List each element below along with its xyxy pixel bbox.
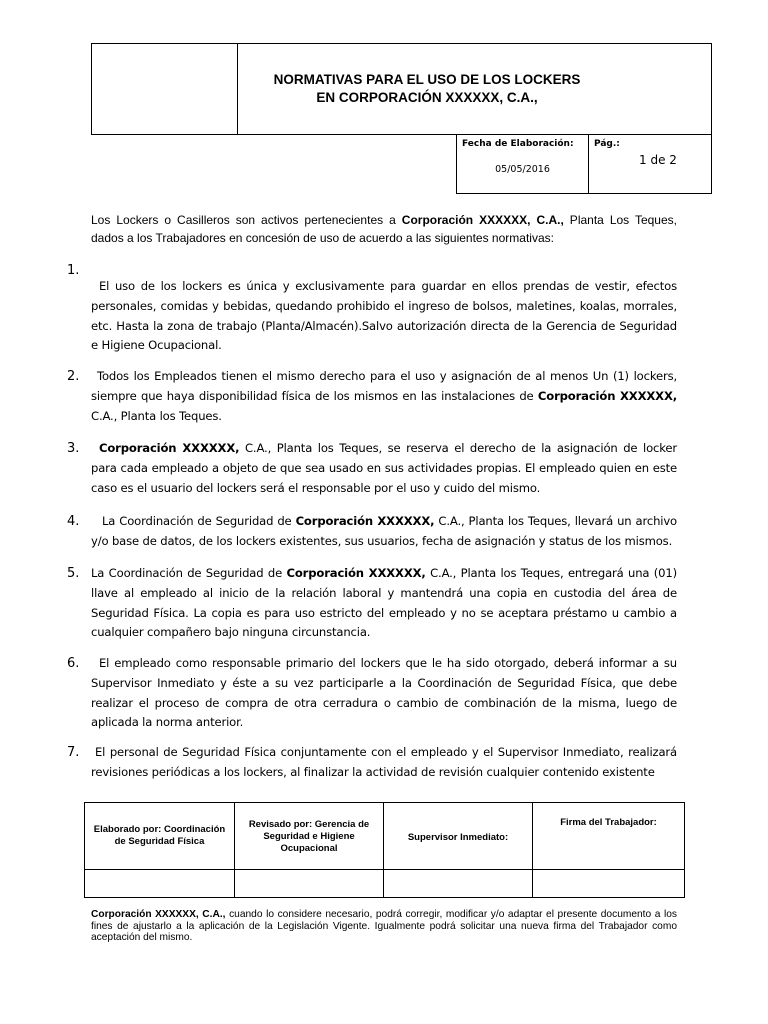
page-number: 1 de 2 xyxy=(639,153,677,167)
date-label: Fecha de Elaboración: xyxy=(462,139,574,149)
footer-text: cuando lo considere necesario, podrá corregir, modificar y/o adaptar el presente documento a los fines de ajustarlo a la aplicación de la Legislación Vigente. Igualmente podrá solicitar una nueva firma del Trabajador como aceptación del mismo. xyxy=(91,909,677,943)
item-text-end: C.A., Planta los Teques, se reserva el derecho de la asignación de locker para cada empleado a objeto de que sea usado en sus actividades propias. El empleado quien en este caso es el usuario del lockers será el responsable por el uso y cuido del mismo. xyxy=(91,441,677,495)
item-company: Corporación XXXXXX, xyxy=(295,514,435,528)
item-company: Corporación XXXXXX, xyxy=(99,441,240,455)
date-cell xyxy=(457,135,589,193)
item-number: 4. xyxy=(67,514,80,529)
item-text-end: C.A., Planta los Teques, entregará una (01) llave al empleado al inicio de la relación laboral y mantendrá una copia en custodia del área de Seguridad Física. La copia es para uso estricto del empleado y no se aceptara préstamo u cambio a cualquier compañero bajo ninguna circunstancia. xyxy=(91,566,677,640)
supervisor-cell: Supervisor Inmediato: xyxy=(384,803,533,870)
item-company: Corporación XXXXXX, xyxy=(286,566,426,580)
elaborado-cell: Elaborado por: Coordinación de Seguridad Física xyxy=(85,803,235,870)
intro-plant: Planta Los Teques xyxy=(563,213,674,227)
signature-blank xyxy=(85,870,235,897)
revisado-cell: Revisado por: Gerencia de Seguridad e Higiene Ocupacional xyxy=(235,803,384,870)
header-meta xyxy=(456,134,712,194)
firma-cell: Firma del Trabajador: xyxy=(533,803,684,870)
item-number: 5. xyxy=(67,566,80,581)
signature-table xyxy=(84,802,685,898)
title-line-2: EN CORPORACIÓN XXXXXX, C.A., xyxy=(316,90,538,105)
intro-text: Los Lockers o Casilleros son activos pertenecientes a xyxy=(91,213,402,227)
page-cell xyxy=(589,135,711,193)
list-item xyxy=(91,439,677,498)
signature-blank xyxy=(235,870,384,897)
item-text: La Coordinación de Seguridad de xyxy=(102,514,296,528)
item-text-end: C.A., Planta los Teques, llevará un archivo y/o base de datos, de los lockers existentes, sus usuarios, fecha de asignación y status de los mismos. xyxy=(91,514,677,548)
intro-company: Corporación XXXXXX, C.A., xyxy=(401,213,564,227)
header-table xyxy=(91,43,712,135)
date-value: 05/05/2016 xyxy=(495,164,550,175)
signature-blank xyxy=(533,870,684,897)
item-text-end: C.A., Planta los Teques. xyxy=(91,408,222,423)
item-number: 7. xyxy=(67,745,80,760)
signature-blank xyxy=(384,870,533,897)
list-item: El personal de Seguridad Física conjuntamente con el empleado y el Supervisor Inmediato, realizará revisiones periódicas a los lockers, al finalizar la actividad de revisión cualquier contenido existente xyxy=(91,745,677,779)
title-line-1: NORMATIVAS PARA EL USO DE LOS LOCKERS xyxy=(273,72,581,87)
item-number: 1. xyxy=(67,263,80,278)
logo-cell xyxy=(92,44,238,134)
intro-text-end: , dados a los Trabajadores en concesión de uso de acuerdo a las siguientes normativas: xyxy=(91,213,677,245)
item-number: 2. xyxy=(67,369,80,384)
list-item: El uso de los lockers es única y exclusivamente para guardar en ellos prendas de vestir, efectos personales, comidas y bebidas, quedando prohibido el ingreso de bolsos, maletines, koalas, morrales, etc. Hasta la zona de trabajo (Planta/Almacén).Salvo autorización directa de la Gerencia de Seguridad e Higiene Ocupacional. xyxy=(91,279,677,353)
list-item xyxy=(91,564,677,643)
document-title xyxy=(238,44,711,134)
item-text: La Coordinación de Seguridad de xyxy=(91,566,287,580)
list-item xyxy=(91,367,677,426)
item-number: 3. xyxy=(67,441,80,456)
intro-paragraph xyxy=(91,211,677,247)
item-text: Todos los Empleados tienen el mismo derecho para el uso y asignación de al menos Un (1) lockers, siempre que haya disponibilidad física de los mismos en las instalaciones de xyxy=(91,369,677,403)
item-company: Corporación XXXXXX, xyxy=(537,388,677,403)
page-label: Pág.: xyxy=(594,139,620,149)
footer-note xyxy=(91,909,677,944)
item-number: 6. xyxy=(67,656,80,671)
footer-company: Corporación XXXXXX, C.A., xyxy=(91,909,226,920)
list-item: El empleado como responsable primario del lockers que le ha sido otorgado, deberá informar a su Supervisor Inmediato y éste a su vez participarle a la Coordinación de Seguridad Física, que debe realizar el proceso de compra de otra cerradura o cambio de combinación de la misma, luego de aplicada la norma anterior. xyxy=(91,656,677,730)
list-item xyxy=(91,512,677,552)
